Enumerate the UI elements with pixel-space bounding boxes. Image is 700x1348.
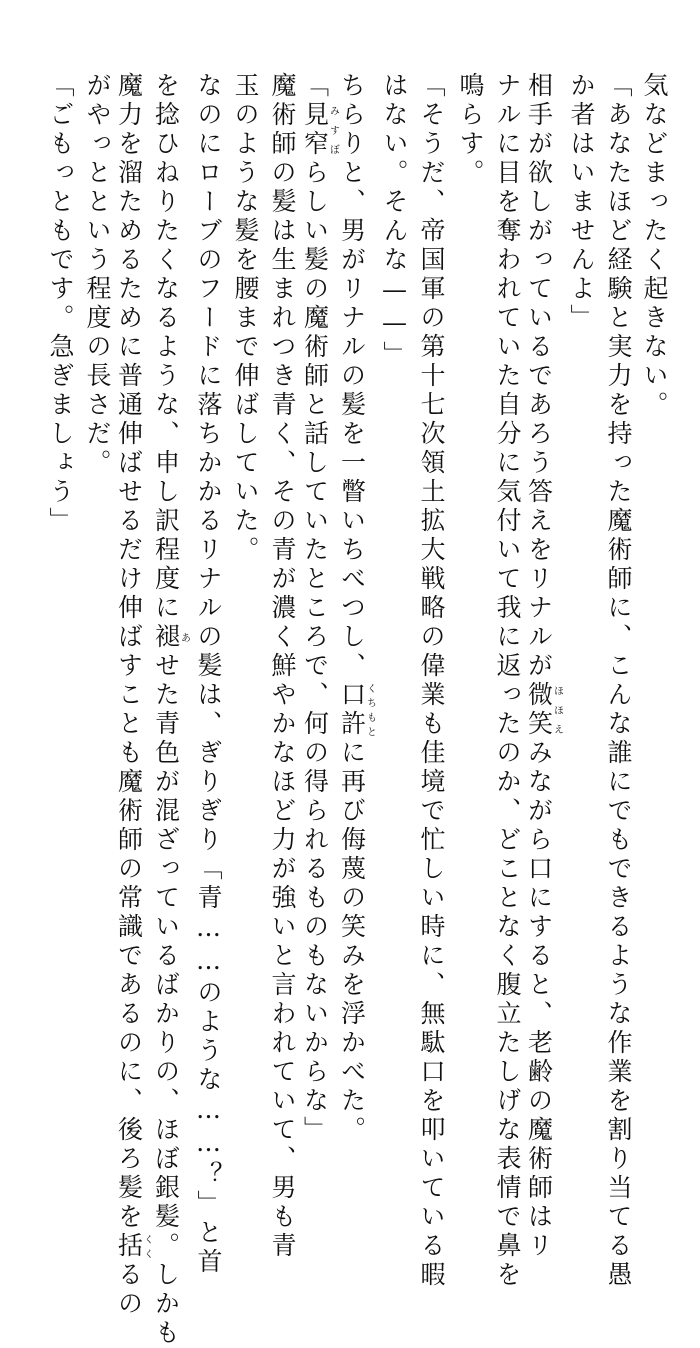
text-column: 「そうだ、帝国軍の第十七次領土拡大戦略の偉業も佳境で忙しい時に、無駄口を叩いている暇	[417, 72, 446, 1290]
ruby-word: 括くく	[114, 1232, 153, 1261]
text-column: 魔力を溜ためるために普通伸ばせるだけ伸ばすことも魔術師の常識であるのに、後ろ髪を括くくるの	[114, 72, 153, 1319]
ruby-word: 微笑ほほえ	[524, 681, 563, 739]
text-column: ちらりと、男がリナルの髪を一瞥いちべつし、口許くちもとに再び侮蔑の笑みを浮かべた。	[337, 72, 376, 1145]
text-column: 魔術師の髪は生まれつき青く、その青が濃く鮮やかなほど力が強いと言われていて、男も青	[268, 72, 297, 1261]
ruby-word: 見窄みすぼ	[300, 101, 339, 159]
ruby-word: 口許くちもと	[337, 681, 376, 739]
text-column: か者はいませんよ」	[567, 72, 596, 333]
text-column: を捻ひねりたくなるような、申し訳程度に褪あせた青色が混ざっているばかりの、ほぼ銀髪。しかも	[151, 72, 190, 1348]
text-column: 「見窄みすぼらしい髪の魔術師と話していたところで、何の得られるものもないからな」	[300, 72, 339, 1145]
text-column: なのにローブのフードに落ちかかるリナルの髪は、ぎりぎり「青……のような……？」と首	[194, 72, 223, 1277]
text-column: 気などまったく起きない。	[640, 72, 669, 420]
text-column: がやっとという程度の長さだ。	[83, 72, 112, 478]
text-column: ナルに目を奪われていた自分に気付いて我に返ったのか、どことなく腹立たしげな表情で鼻を	[493, 72, 522, 1290]
ruby-word: 褪あ	[151, 623, 190, 652]
text-column: 相手が欲しがっているであろう答えをリナルが微笑ほほえみながら口にすると、老齢の魔術師はリ	[524, 72, 563, 1261]
text-column: 玉のような髪を腰まで伸ばしていた。	[231, 72, 260, 565]
text-column: 「ごもっともです。急ぎましょう」	[46, 72, 75, 536]
text-column: 「あなたほど経験と実力を持った魔術師に、こんな誰にでもできるような作業を割り当てる愚	[604, 72, 633, 1290]
text-column: はない。そんな——」	[380, 72, 409, 370]
text-column: 鳴らす。	[456, 72, 485, 188]
